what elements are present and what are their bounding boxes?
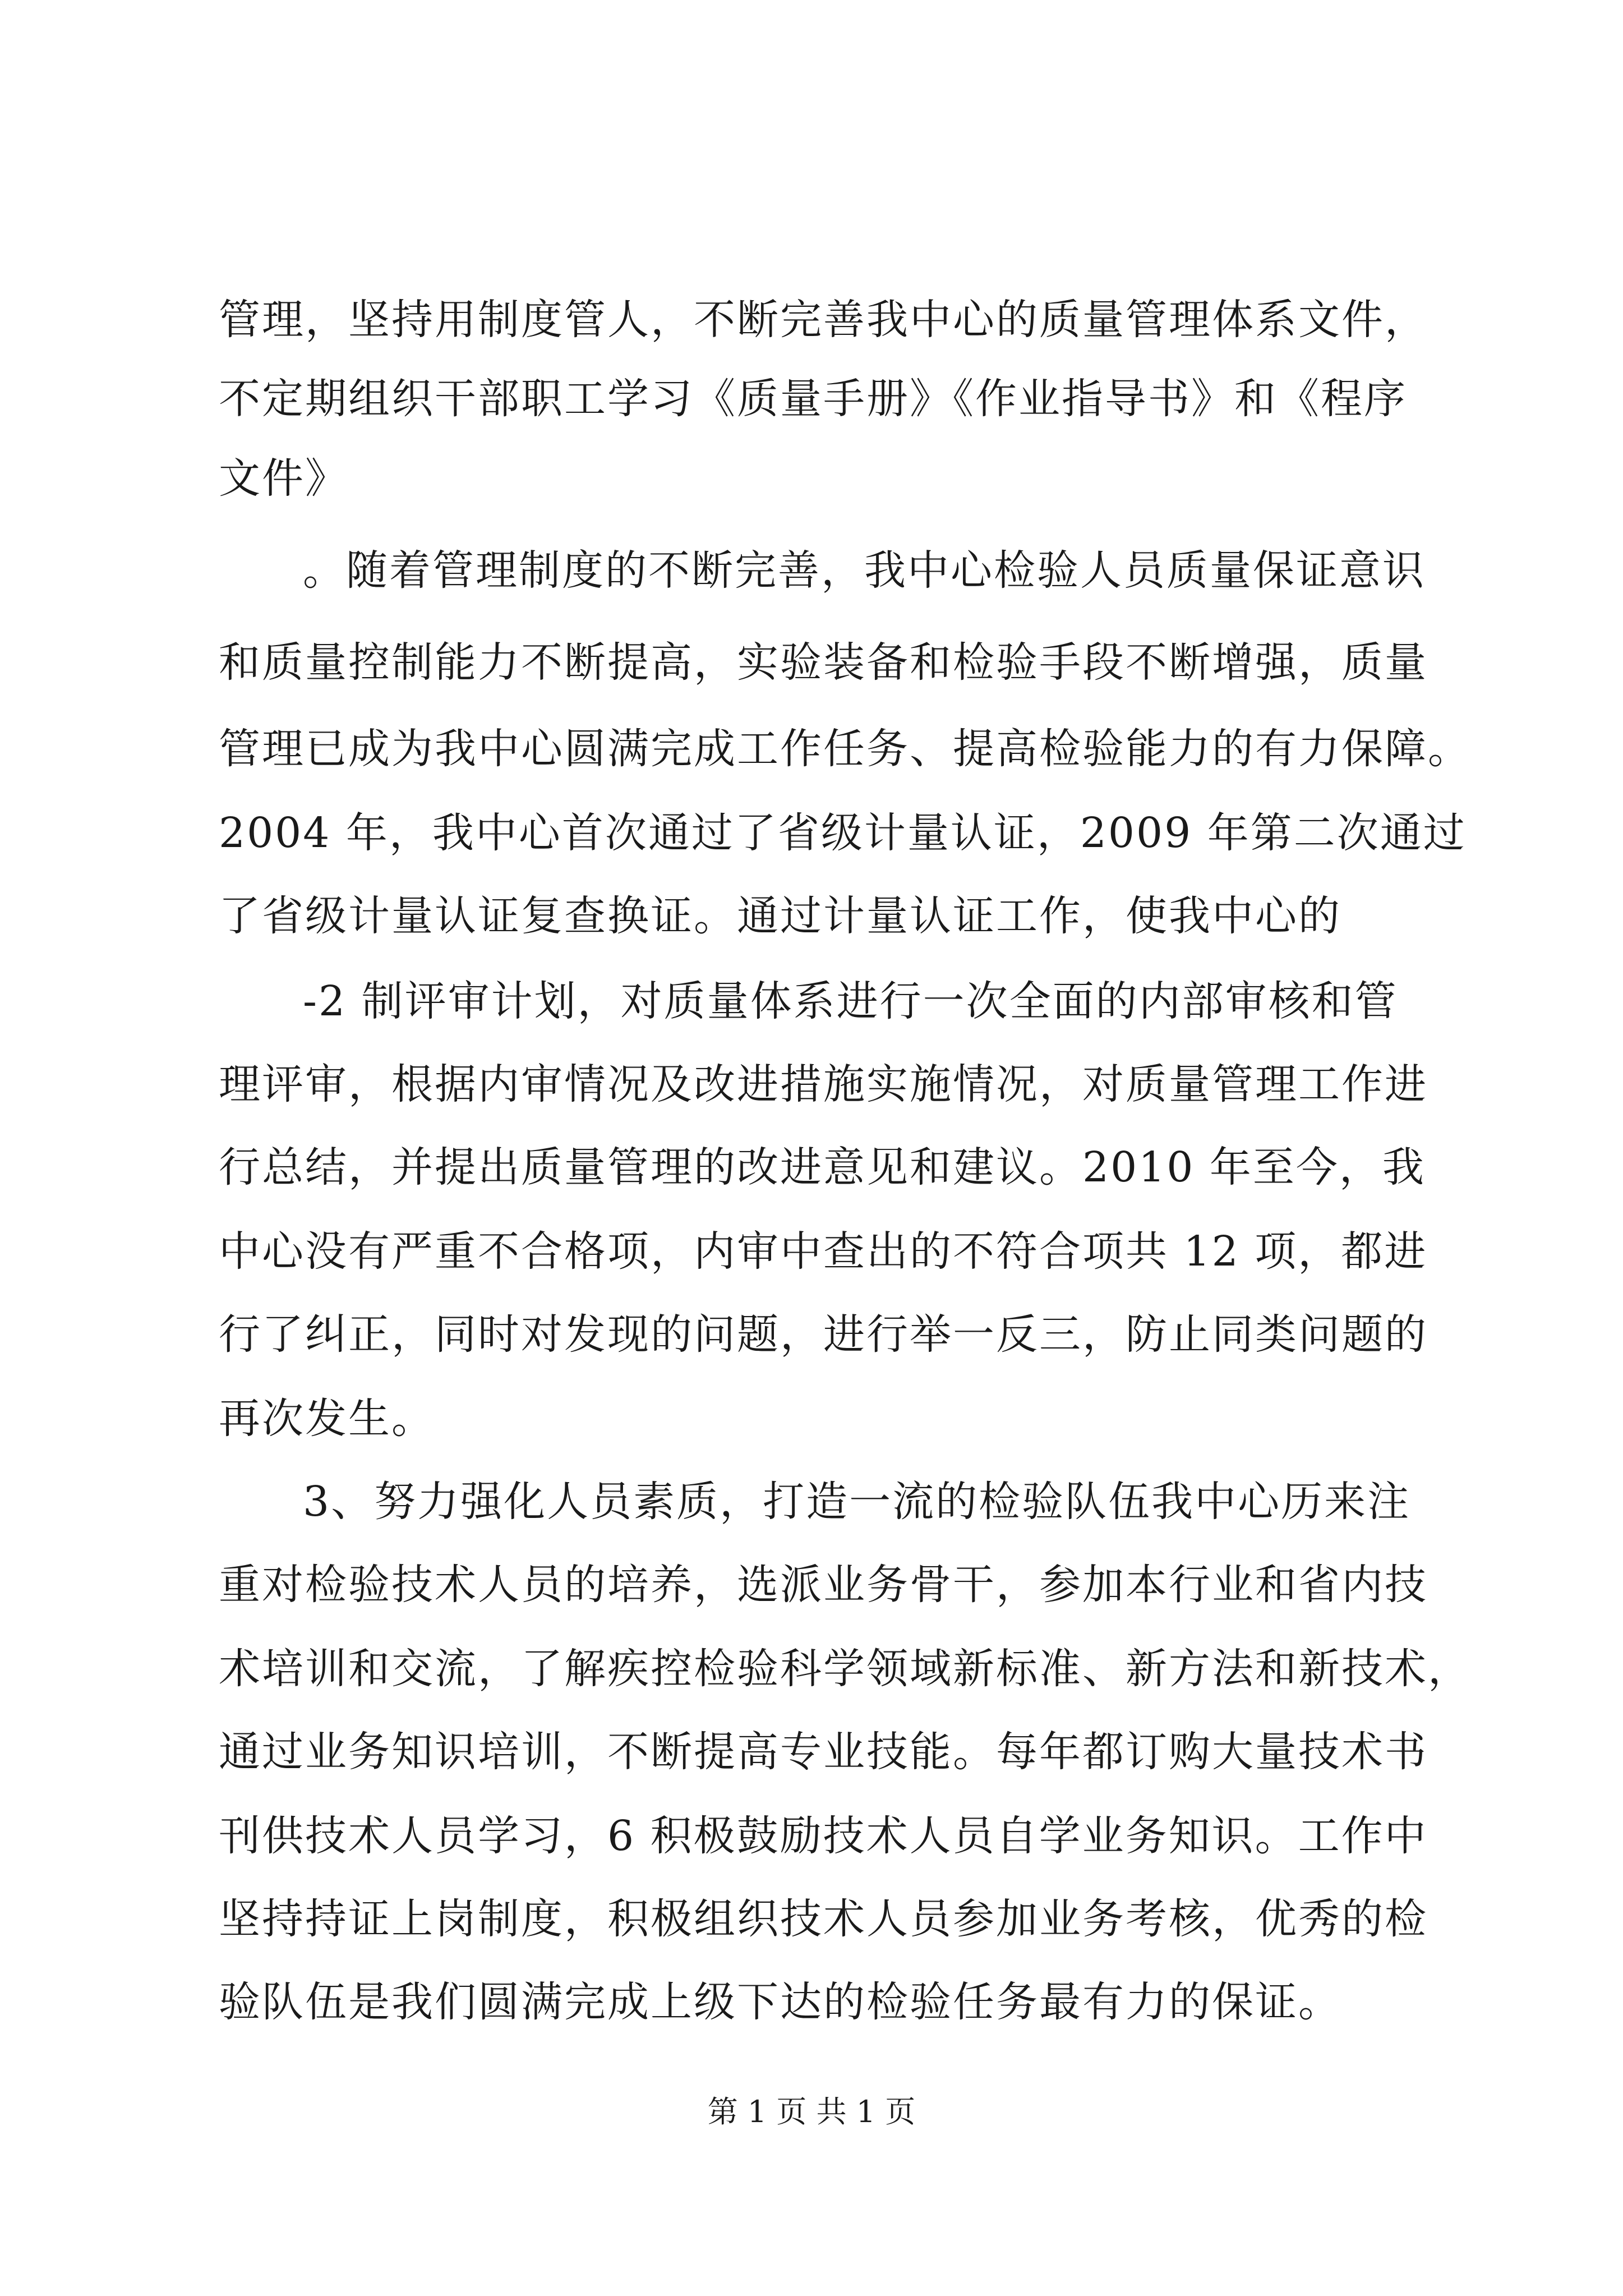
body-text-line: 中心没有严重不合格项，内审中查出的不符合项共 12 项，都进 — [219, 1227, 1428, 1276]
body-text-line: 。随着管理制度的不断完善，我中心检验人员质量保证意识 — [303, 546, 1426, 595]
body-text-line: 验队伍是我们圆满完成上级下达的检验任务最有力的保证。 — [219, 1978, 1341, 2026]
body-text-line: 再次发生。 — [219, 1395, 435, 1443]
body-text-line: 行总结，并提出质量管理的改进意见和建议。2010 年至今，我 — [219, 1143, 1426, 1191]
body-text-line: 理评审，根据内审情况及改进措施实施情况，对质量管理工作进 — [219, 1060, 1428, 1108]
body-text-line: 和质量控制能力不断提高，实验装备和检验手段不断增强，质量 — [219, 638, 1428, 687]
body-text-line: 了省级计量认证复查换证。通过计量认证工作，使我中心的 — [219, 892, 1341, 940]
body-text-line: 坚持持证上岗制度，积极组织技术人员参加业务考核，优秀的检 — [219, 1895, 1428, 1943]
body-text-line: 文件》 — [219, 454, 348, 503]
page-number-footer: 第 1 页 共 1 页 — [707, 2094, 916, 2129]
body-text-line: 管理已成为我中心圆满完成工作任务、提高检验能力的有力保障。 — [219, 725, 1471, 773]
body-text-line: 管理，坚持用制度管人，不断完善我中心的质量管理体系文件， — [219, 296, 1428, 344]
body-text-line: 术培训和交流，了解疾控检验科学领域新标准、新方法和新技术， — [219, 1645, 1471, 1693]
body-text-line: 不定期组织干部职工学习《质量手册》《作业指导书》和《程序 — [219, 375, 1407, 423]
body-text-line: 3、努力强化人员素质，打造一流的检验队伍我中心历来注 — [303, 1478, 1411, 1526]
body-text-line: -2 制评审计划，对质量体系进行一次全面的内部审核和管 — [303, 977, 1398, 1025]
body-text-line: 行了纠正，同时对发现的问题，进行举一反三，防止同类问题的 — [219, 1310, 1428, 1359]
body-text-line: 刊供技术人员学习，6 积极鼓励技术人员自学业务知识。工作中 — [219, 1812, 1428, 1860]
body-text-line: 重对检验技术人员的培养，选派业务骨干，参加本行业和省内技 — [219, 1561, 1428, 1609]
body-text-line: 通过业务知识培训，不断提高专业技能。每年都订购大量技术书 — [219, 1728, 1428, 1776]
body-text-line: 2004 年，我中心首次通过了省级计量认证，2009 年第二次通过 — [219, 809, 1467, 857]
